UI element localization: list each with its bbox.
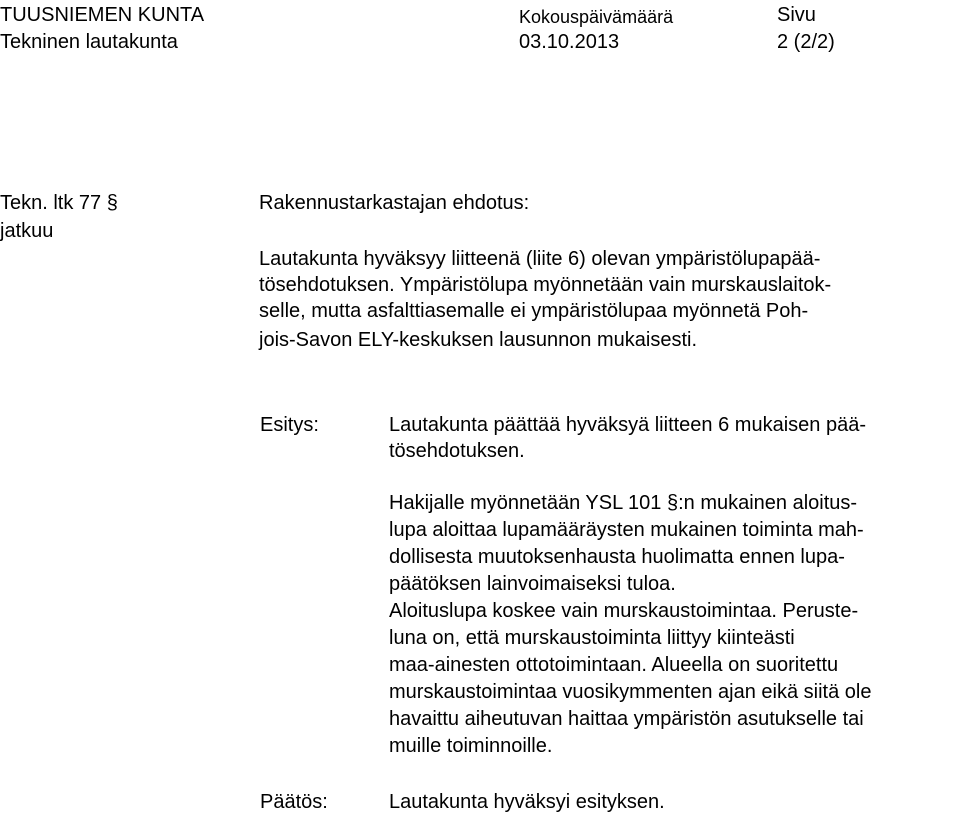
esitys-line: Lautakunta päättää hyväksyä liitteen 6 mukaisen pää-	[389, 414, 866, 436]
committee-name: Tekninen lautakunta	[0, 31, 178, 53]
esitys-paragraph-line: Hakijalle myönnetään YSL 101 §:n mukainen aloitus-	[389, 492, 858, 514]
esitys-paragraph-line: Aloituslupa koskee vain murskaustoimintaa. Peruste-	[389, 600, 859, 622]
proposal-line: jois-Savon ELY-keskuksen lausunnon mukaisesti.	[259, 329, 698, 351]
esitys-paragraph-line: murskaustoimintaa vuosikymmenten ajan eikä siitä ole	[389, 681, 872, 703]
esitys-paragraph-line: dollisesta muutoksenhausta huolimatta ennen lupa-	[389, 546, 845, 568]
paatos-label: Päätös:	[260, 791, 328, 813]
page-number-value: 2 (2/2)	[777, 31, 835, 53]
continued-label: jatkuu	[0, 220, 54, 242]
proposal-heading: Rakennustarkastajan ehdotus:	[259, 192, 530, 214]
esitys-label: Esitys:	[260, 414, 319, 436]
esitys-paragraph-line: havaittu aiheutuvan haittaa ympäristön asutukselle tai	[389, 708, 864, 730]
section-ref-text: Tekn. ltk 77 §	[0, 192, 118, 214]
esitys-paragraph-line: lupa aloittaa lupamääräysten mukainen toiminta mah-	[389, 519, 864, 541]
proposal-line: Lautakunta hyväksyy liitteenä (liite 6) olevan ympäristölupapää-	[259, 248, 821, 270]
esitys-paragraph-line: luna on, että murskaustoiminta liittyy kiinteästi	[389, 627, 795, 649]
proposal-line: selle, mutta asfalttiasemalle ei ympäristölupaa myönnetä Poh-	[259, 300, 809, 322]
esitys-paragraph-line: muille toiminnoille.	[389, 735, 553, 757]
proposal-line: tösehdotuksen. Ympäristölupa myönnetään vain murskauslaitok-	[259, 274, 832, 296]
paatos-text: Lautakunta hyväksyi esityksen.	[389, 791, 665, 813]
esitys-paragraph-line: päätöksen lainvoimaiseksi tuloa.	[389, 573, 676, 595]
meeting-date-value: 03.10.2013	[519, 31, 620, 53]
organization-name: TUUSNIEMEN KUNTA	[0, 4, 205, 26]
esitys-line: tösehdotuksen.	[389, 440, 525, 462]
page-number-label: Sivu	[777, 4, 816, 26]
esitys-paragraph-line: maa-ainesten ottotoimintaan. Alueella on suoritettu	[389, 654, 839, 676]
meeting-date-label: Kokouspäivämäärä	[519, 7, 674, 27]
